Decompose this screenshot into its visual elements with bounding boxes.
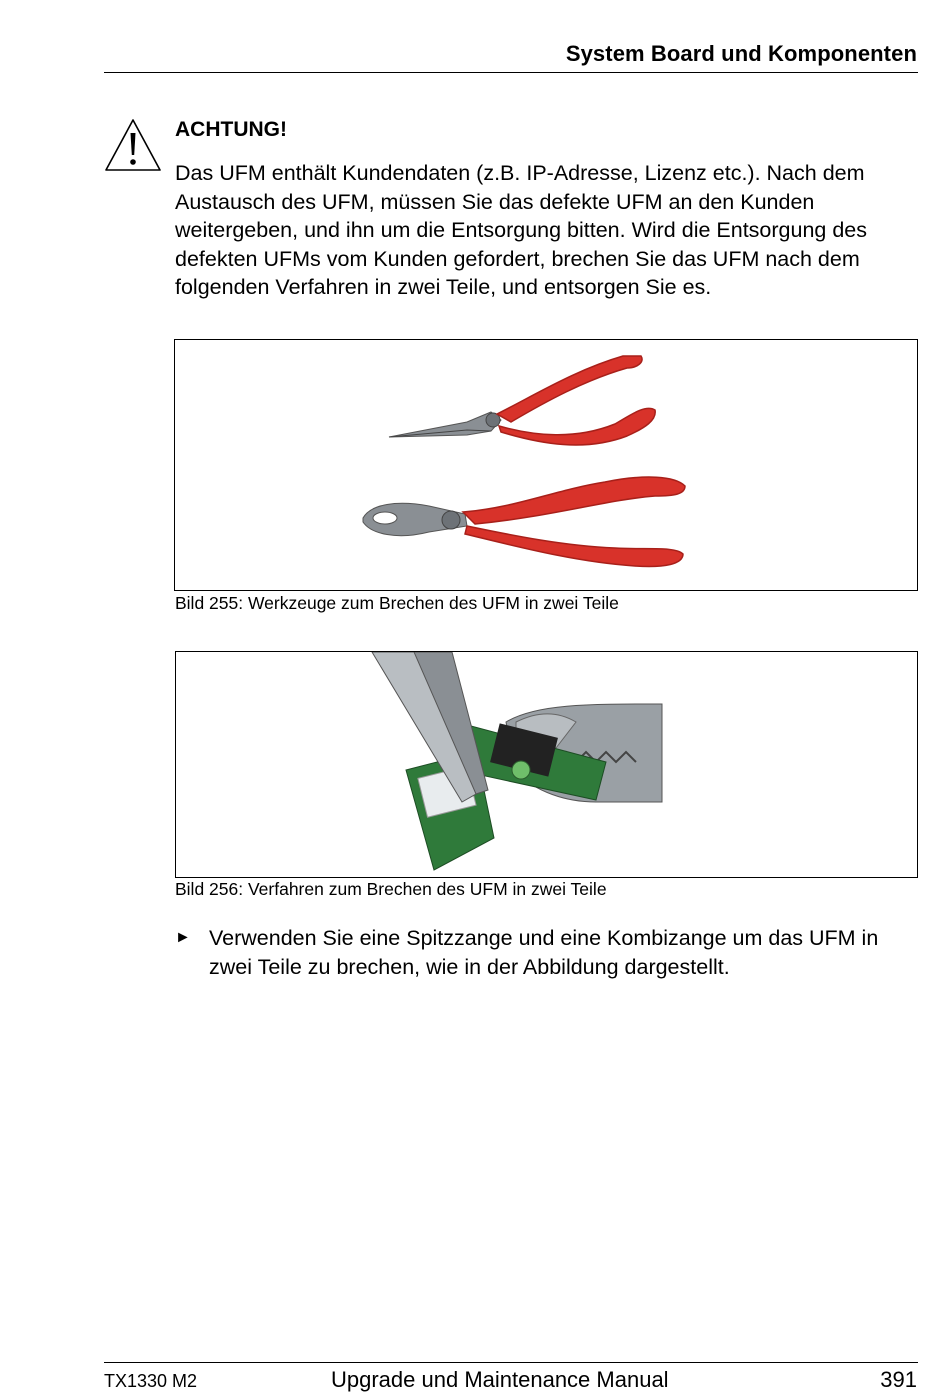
warning-triangle-icon	[104, 118, 162, 172]
figure-caption: Bild 255: Werkzeuge zum Brechen des UFM in zwei Teile	[175, 593, 619, 613]
instruction-text: Verwenden Sie eine Spitzzange und eine Kombizange um das UFM in zwei Teile zu brechen, wie in der Abbildung dargestellt.	[209, 926, 879, 979]
header-divider	[104, 72, 918, 73]
bullet-arrow-icon: ►	[175, 929, 191, 946]
warning-heading: ACHTUNG!	[175, 118, 287, 141]
figure-caption: Bild 256: Verfahren zum Brechen des UFM in zwei Teile	[175, 879, 607, 899]
page-header-title: System Board und Komponenten	[565, 41, 917, 66]
warning-text: Das UFM enthält Kundendaten (z.B. IP-Adresse, Lizenz etc.). Nach dem Austausch des UFM, müssen Sie das defekte UFM an den Kunden weitergeben, und ihn um die Entsorgung bitten. Wird die Entsorgung des defekten UFMs vom Kunden gefordert, brechen Sie das UFM nach dem folgenden Verfahren in zwei Teile, und entsorgen Sie es.	[175, 161, 868, 299]
figure-ufm-breaking	[175, 651, 918, 878]
pliers-illustration	[175, 340, 917, 590]
page-number: 391	[880, 1367, 917, 1392]
footer-manual-title: Upgrade und Maintenance Manual	[331, 1367, 669, 1392]
footer-divider	[104, 1362, 918, 1363]
figure-pliers	[174, 339, 918, 591]
combination-pliers	[363, 477, 685, 566]
needle-nose-pliers	[389, 356, 655, 445]
footer-model: TX1330 M2	[104, 1371, 198, 1391]
ufm-breaking-illustration	[176, 652, 917, 877]
